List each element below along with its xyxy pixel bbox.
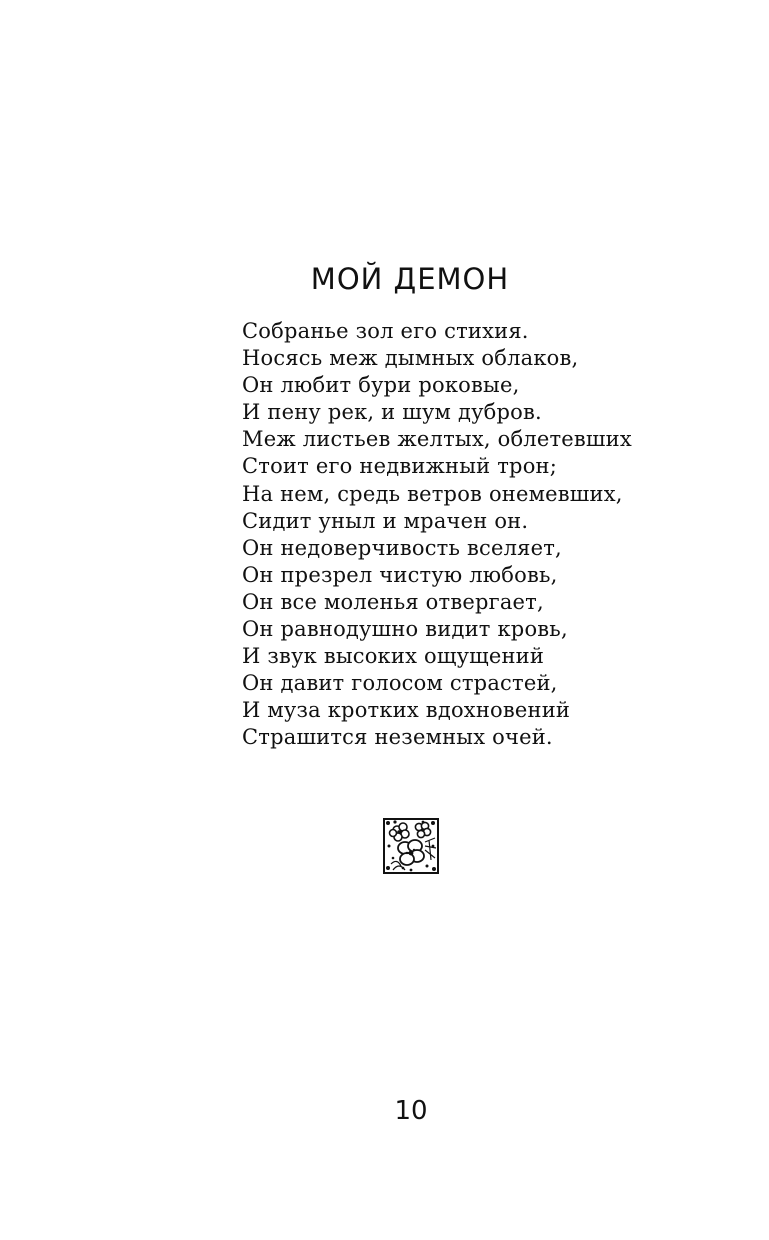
page-number: 10 — [394, 1096, 428, 1126]
floral-vignette-icon — [383, 818, 439, 874]
poem-text — [242, 318, 632, 752]
poem-line: И муза кротких вдохновений — [242, 698, 571, 723]
poem-line: Он давит голосом страстей, — [242, 671, 558, 696]
poem-line: Он недоверчивость вселяет, — [242, 535, 562, 560]
poem-line: Сидит уныл и мрачен он. — [242, 508, 529, 533]
poem-line: Страшится неземных очей. — [242, 725, 553, 750]
poem-line: Он любит бури роковые, — [242, 373, 520, 398]
poem-line: Он равнодушно видит кровь, — [242, 617, 568, 642]
poem-title: МОЙ ДЕМОН — [310, 262, 510, 296]
poem-line: Носясь меж дымных облаков, — [242, 346, 579, 371]
poem-line: И пену рек, и шум дубров. — [242, 400, 542, 425]
poem-line: Он презрел чистую любовь, — [242, 562, 558, 587]
poem-line: Меж листьев желтых, облетевших — [242, 427, 632, 452]
poem-line: Он все моленья отвергает, — [242, 589, 544, 614]
poem-line: Собранье зол его стихия. — [242, 319, 529, 343]
poem-line: Стоит его недвижный трон; — [242, 454, 558, 479]
poem-line: На нем, средь ветров онемевших, — [242, 481, 623, 506]
poem-line: И звук высоких ощущений — [242, 644, 545, 669]
